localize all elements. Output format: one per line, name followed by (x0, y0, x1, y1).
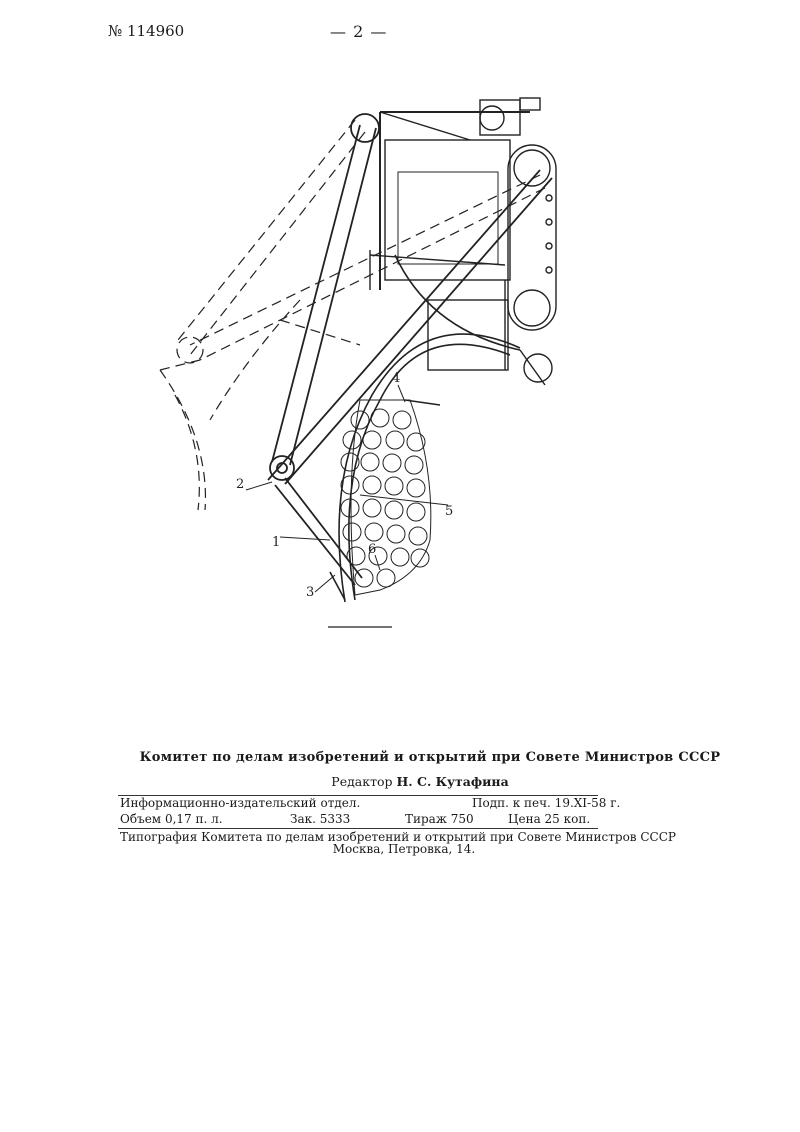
editor-name: Н. С. Кутафина (396, 774, 509, 789)
editor-line (0, 774, 800, 789)
curved-frame (339, 255, 520, 602)
fig-label-5: 5 (445, 504, 454, 519)
page-number: — 2 — (330, 22, 388, 41)
signed-date: Подп. к печ. 19.XI-58 г. (472, 796, 621, 810)
publisher-dept: Информационно-издательский отдел. (120, 796, 361, 810)
tuber-basket (330, 400, 440, 600)
fig-label-2: 2 (236, 477, 245, 492)
editor-label: Редактор (331, 774, 393, 789)
order-number: Зак. 5333 (290, 812, 351, 826)
label-leaders (246, 385, 448, 592)
fig-label-6: 6 (368, 542, 377, 557)
price: Цена 25 коп. (508, 812, 591, 826)
print-run: Тираж 750 (405, 812, 474, 826)
patent-number: № 114960 (108, 22, 185, 40)
fig-label-4: 4 (392, 371, 401, 386)
fig-label-3: 3 (306, 585, 315, 600)
machine-body (370, 98, 540, 370)
printer: Типография Комитета по делам изобретений и открытий при Совете Министров СССР (120, 830, 676, 844)
volume: Объем 0,17 п. л. (120, 812, 223, 826)
committee-title: Комитет по делам изобретений и открытий при Совете Министров СССР (139, 750, 721, 765)
boom-dashed (160, 120, 545, 510)
crawler-track (508, 145, 556, 330)
bottom-rule (118, 828, 598, 829)
fig-label-1: 1 (272, 535, 281, 550)
support-wheel (520, 350, 552, 385)
address: Москва, Петровка, 14. (332, 842, 476, 856)
